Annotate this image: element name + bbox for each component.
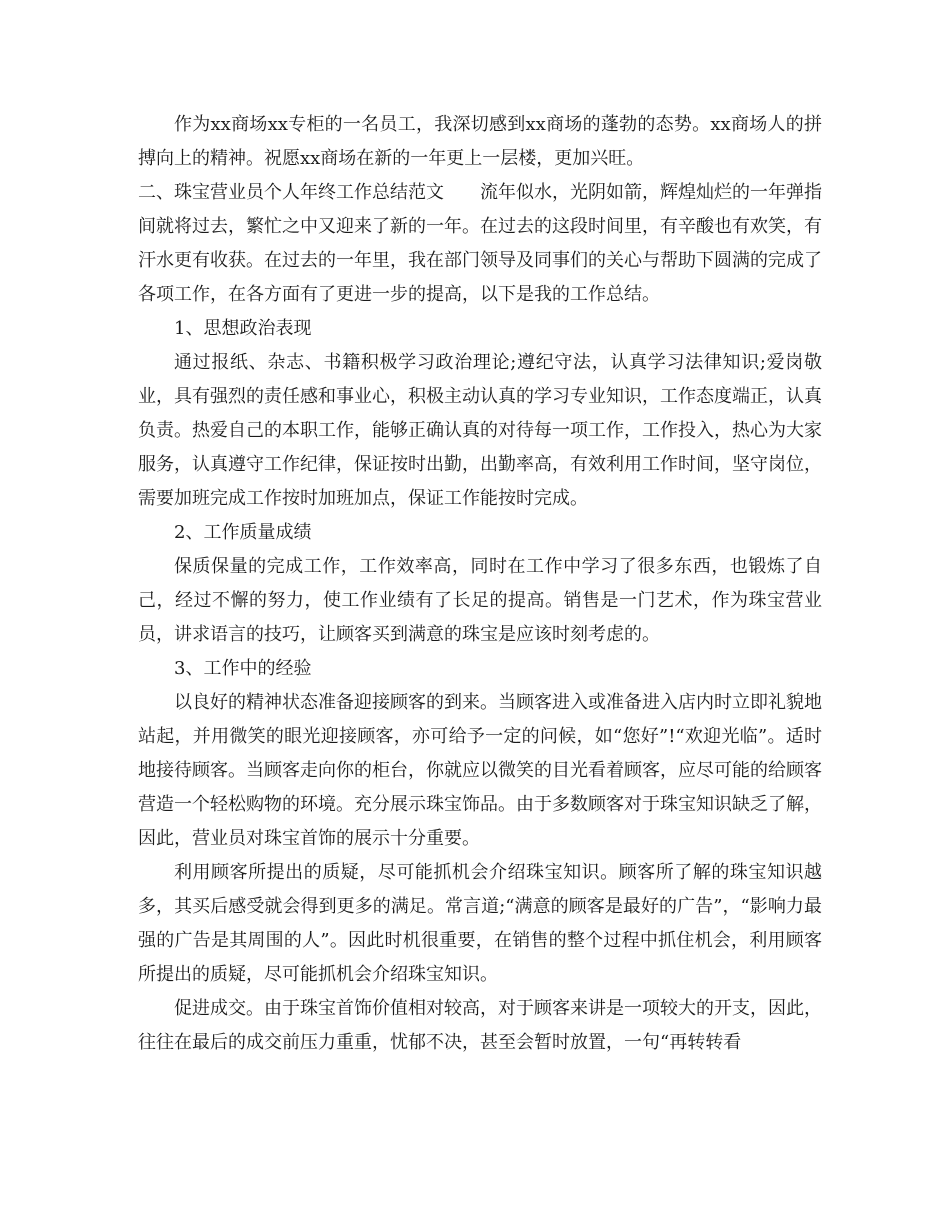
- heading-work-quality: 2、工作质量成绩: [174, 522, 312, 543]
- heading-work-experience: 3、工作中的经验: [174, 658, 312, 679]
- paragraph-closing-wishes: 作为xx商场xx专柜的一名员工，我深切感到xx商场的蓬勃的态势。xx商场人的拼搏向上的精神。祝愿xx商场在新的一年更上一层楼，更加兴旺。: [138, 114, 822, 169]
- paragraph-work-quality: 保质保量的完成工作，工作效率高，同时在工作中学习了很多东西，也锻炼了自己，经过不懈的努力，使工作业绩有了长足的提高。销售是一门艺术，作为珠宝营业员，讲求语言的技巧，让顾客买到满意的珠宝是应该时刻考虑的。: [138, 556, 822, 645]
- paragraph-section-two-intro: 二、珠宝营业员个人年终工作总结范文 流年似水，光阴如箭，辉煌灿烂的一年弹指间就将过去，繁忙之中又迎来了新的一年。在过去的这段时间里，有辛酸也有欢笑，有汗水更有收获。在过去的一年里，我在部门领导及同事们的关心与帮助下圆满的完成了各项工作，在各方面有了更进一步的提高，以下是我的工作总结。: [138, 182, 822, 305]
- heading-political-performance: 1、思想政治表现: [174, 318, 312, 339]
- paragraph-greeting-customers: 以良好的精神状态准备迎接顾客的到来。当顾客进入或准备进入店内时立即礼貌地站起，并用微笑的眼光迎接顾客，亦可给予一定的问候，如“您好”!“欢迎光临”。适时地接待顾客。当顾客走向你的柜台，你就应以微笑的目光看着顾客，应尽可能的给顾客营造一个轻松购物的环境。充分展示珠宝饰品。由于多数顾客对于珠宝知识缺乏了解，因此，营业员对珠宝首饰的展示十分重要。: [138, 692, 822, 849]
- paragraph-customer-questions: 利用顾客所提出的质疑，尽可能抓机会介绍珠宝知识。顾客所了解的珠宝知识越多，其买后感受就会得到更多的满足。常言道;“满意的顾客是最好的广告”，“影响力最强的广告是其周围的人”。因此时机很重要，在销售的整个过程中抓住机会，利用顾客所提出的质疑，尽可能抓机会介绍珠宝知识。: [138, 862, 822, 985]
- paragraph-closing-the-sale: 促进成交。由于珠宝首饰价值相对较高，对于顾客来讲是一项较大的开支，因此，往往在最后的成交前压力重重，忧郁不决，甚至会暂时放置，一句“再转转看: [138, 998, 822, 1053]
- paragraph-political-performance: 通过报纸、杂志、书籍积极学习政治理论;遵纪守法，认真学习法律知识;爱岗敬业，具有强烈的责任感和事业心，积极主动认真的学习专业知识，工作态度端正，认真负责。热爱自己的本职工作，能够正确认真的对待每一项工作，工作投入，热心为大家服务，认真遵守工作纪律，保证按时出勤，出勤率高，有效利用工作时间，坚守岗位，需要加班完成工作按时加班加点，保证工作能按时完成。: [138, 352, 822, 509]
